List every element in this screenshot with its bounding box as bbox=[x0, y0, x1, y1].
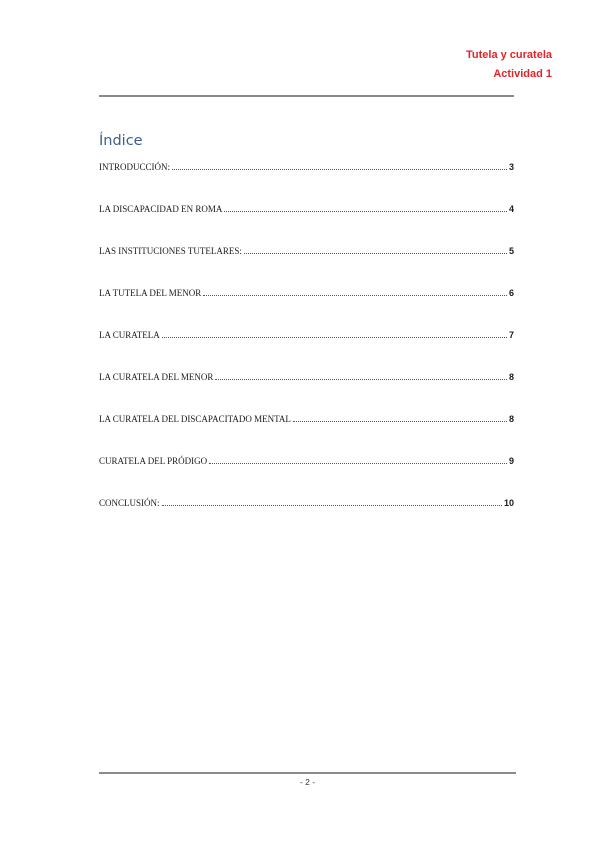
toc-entry-label: CONCLUSIÓN: bbox=[99, 498, 160, 508]
table-of-contents bbox=[99, 161, 514, 539]
toc-dot-leader bbox=[172, 161, 507, 170]
toc-entry[interactable] bbox=[99, 497, 514, 539]
toc-dot-leader bbox=[215, 371, 507, 380]
toc-entry-label: LA TUTELA DEL MENOR bbox=[99, 288, 202, 298]
toc-entry-page: 8 bbox=[508, 372, 514, 382]
toc-entry[interactable] bbox=[99, 245, 514, 287]
toc-entry-page: 5 bbox=[508, 246, 514, 256]
toc-entry-label: INTRODUCCIÓN: bbox=[99, 162, 170, 172]
toc-entry-page: 8 bbox=[508, 414, 514, 424]
toc-dot-leader bbox=[293, 413, 507, 422]
toc-entry-page: 4 bbox=[508, 204, 514, 214]
toc-entry[interactable] bbox=[99, 287, 514, 329]
toc-dot-leader bbox=[162, 497, 502, 506]
header-divider bbox=[99, 95, 514, 97]
toc-entry-label: LA CURATELA DEL MENOR bbox=[99, 372, 214, 382]
toc-dot-leader bbox=[209, 455, 507, 464]
toc-entry[interactable] bbox=[99, 371, 514, 413]
toc-entry-label: LAS INSTITUCIONES TUTELARES: bbox=[99, 246, 242, 256]
toc-dot-leader bbox=[244, 245, 507, 254]
footer-page-number: - 2 - bbox=[299, 777, 316, 787]
toc-entry-label: LA DISCAPACIDAD EN ROMA bbox=[99, 204, 223, 214]
toc-dot-leader bbox=[224, 203, 507, 212]
document-header-title: Tutela y curatela bbox=[466, 49, 552, 61]
document-header-subtitle: Actividad 1 bbox=[493, 68, 552, 80]
toc-dot-leader bbox=[203, 287, 507, 296]
toc-entry-page: 3 bbox=[508, 162, 514, 172]
toc-entry[interactable] bbox=[99, 203, 514, 245]
toc-entry-page: 9 bbox=[508, 456, 514, 466]
toc-entry-page: 7 bbox=[508, 330, 514, 340]
toc-entry-label: LA CURATELA DEL DISCAPACITADO MENTAL bbox=[99, 414, 291, 424]
toc-entry-page: 10 bbox=[503, 498, 514, 508]
toc-entry[interactable] bbox=[99, 413, 514, 455]
footer-divider bbox=[99, 772, 516, 774]
toc-entry-label: CURATELA DEL PRÓDIGO bbox=[99, 456, 208, 466]
toc-entry-label: LA CURATELA bbox=[99, 330, 160, 340]
toc-entry[interactable] bbox=[99, 455, 514, 497]
toc-entry-page: 6 bbox=[508, 288, 514, 298]
toc-entry[interactable] bbox=[99, 161, 514, 203]
toc-dot-leader bbox=[162, 329, 507, 338]
toc-heading: Índice bbox=[99, 133, 143, 149]
toc-entry[interactable] bbox=[99, 329, 514, 371]
